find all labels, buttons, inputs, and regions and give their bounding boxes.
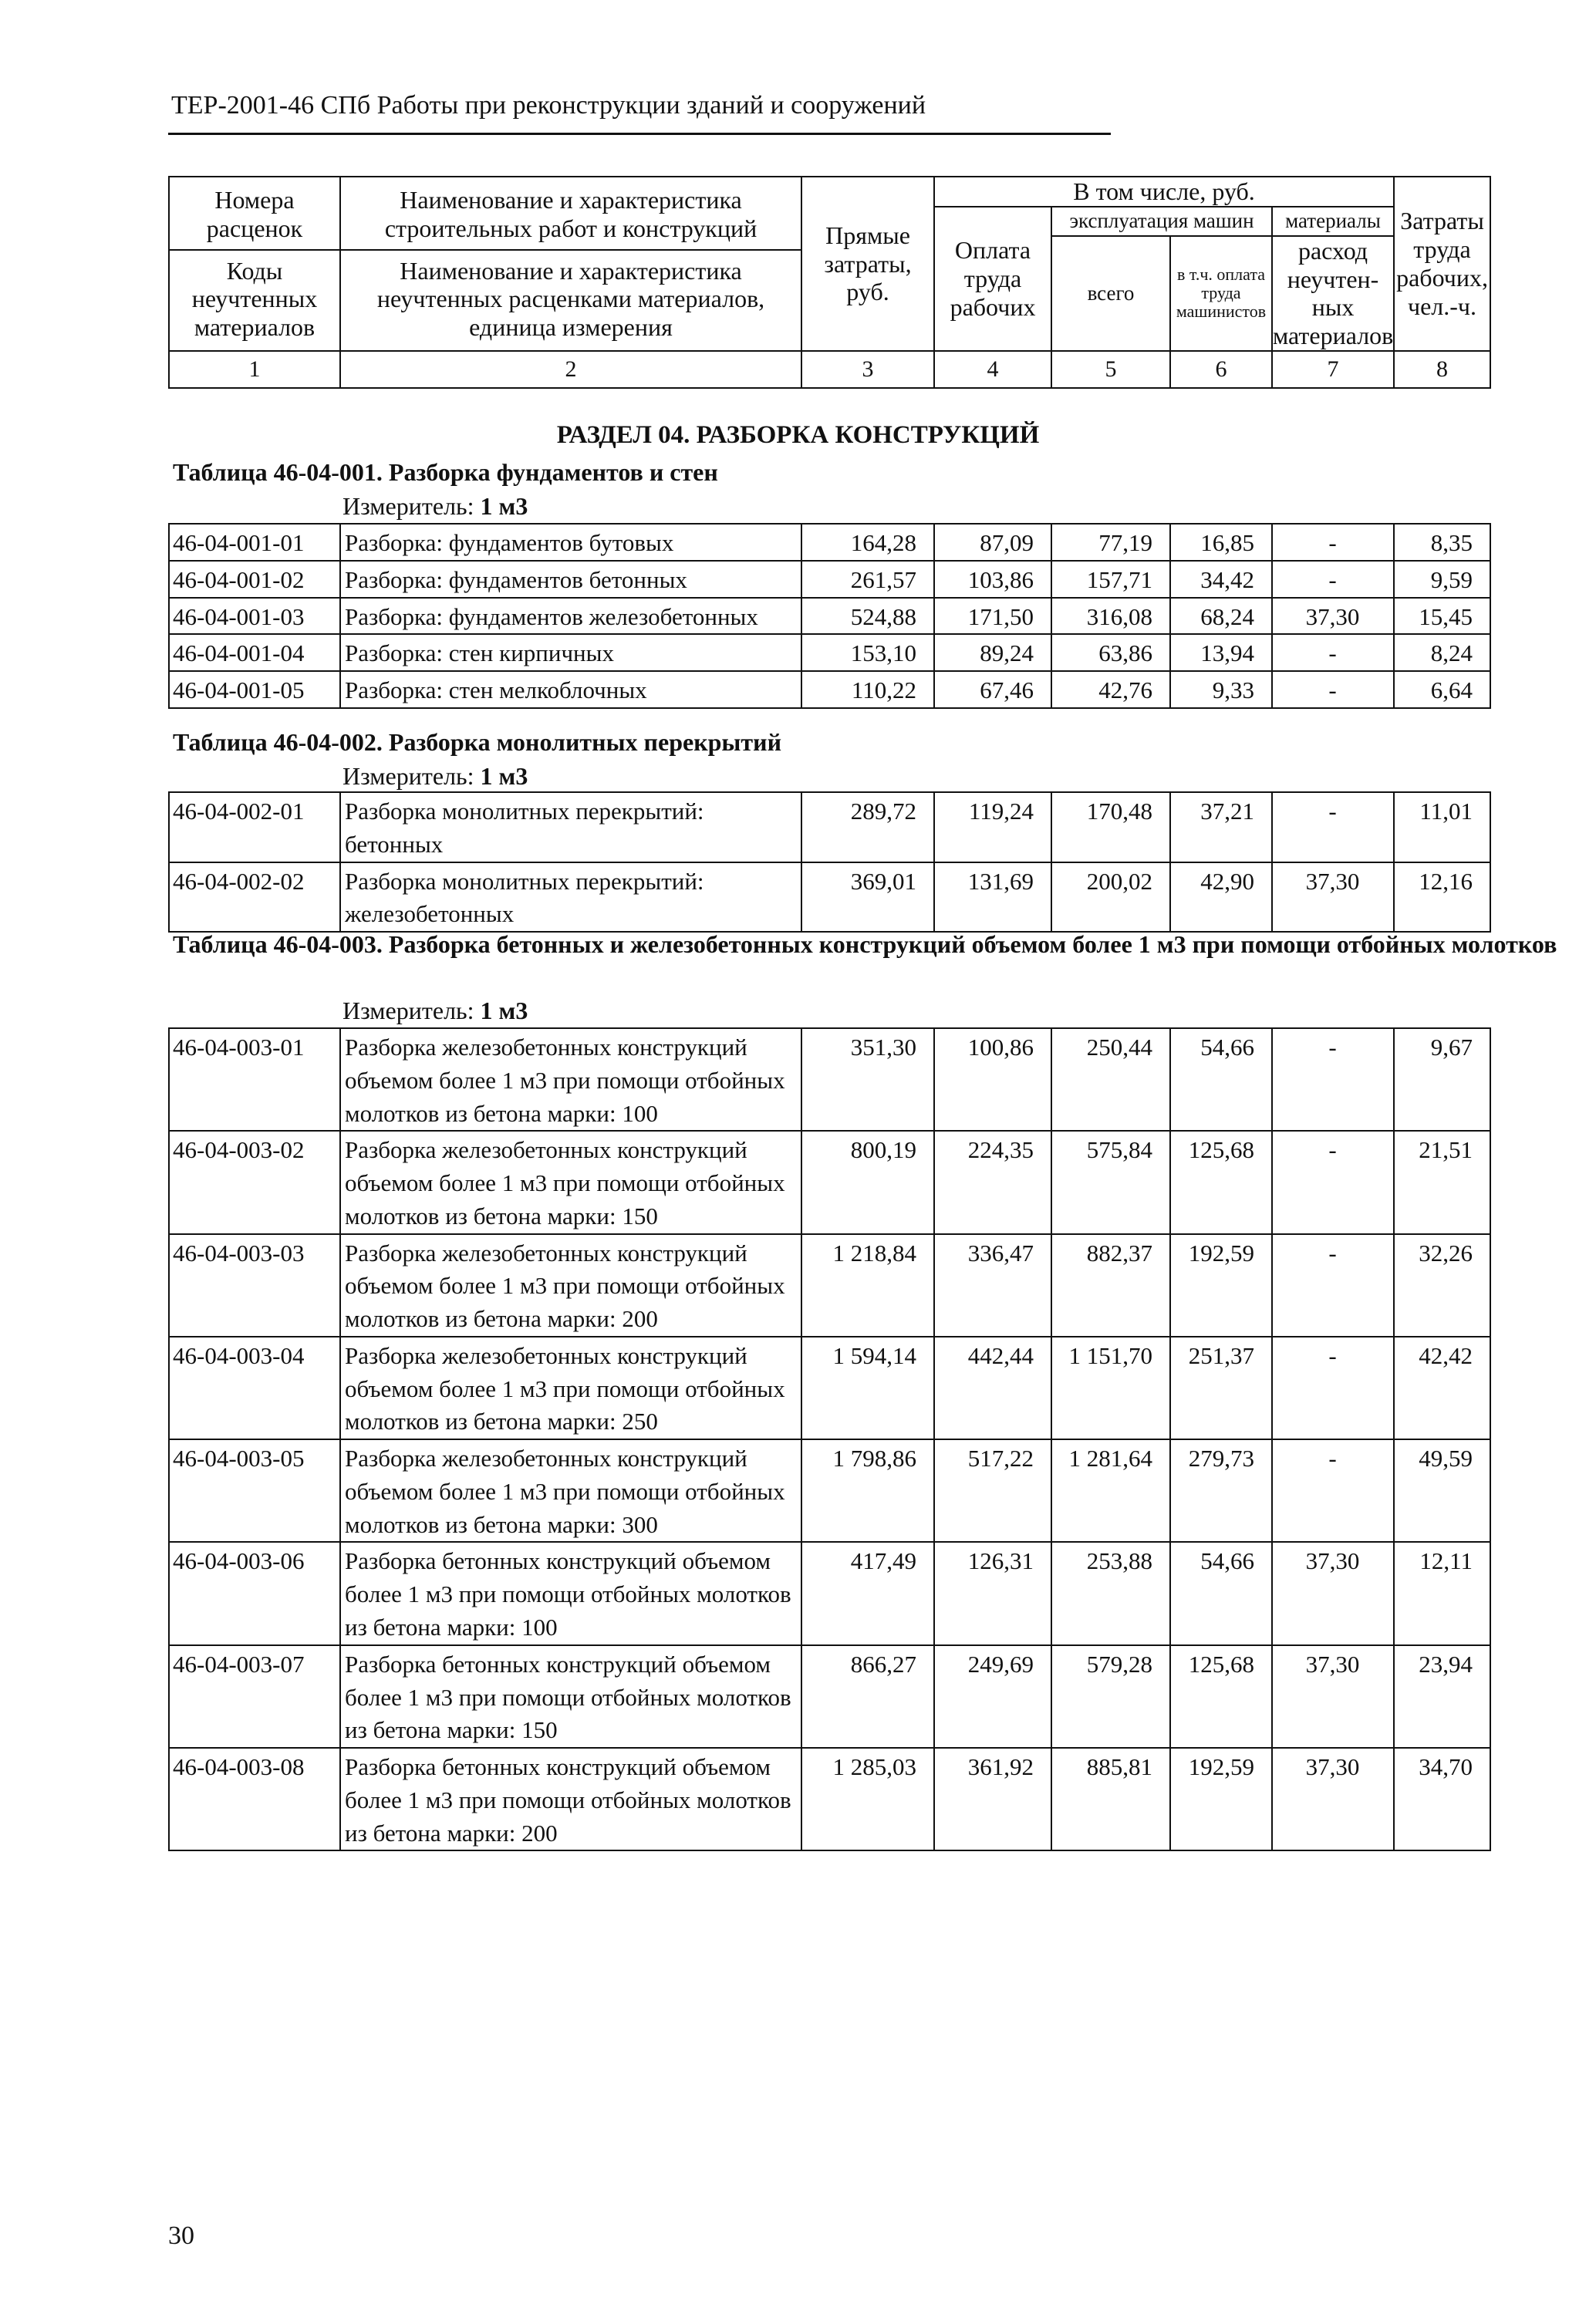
direct-cost: 110,22	[801, 671, 934, 708]
machines-total: 200,02	[1051, 862, 1170, 933]
rate-name: Разборка железобетонных конструкций объемом более 1 м3 при помощи отбойных молотков из бетона марки: 100	[340, 1028, 801, 1131]
col8-header: Затраты труда рабочих, чел.-ч.	[1394, 177, 1490, 351]
rate-name: Разборка монолитных перекрытий: бетонных	[340, 792, 801, 862]
materials-cost: -	[1272, 1131, 1394, 1233]
table-row	[169, 1337, 1490, 1439]
direct-cost: 417,49	[801, 1542, 934, 1644]
machines-total: 579,28	[1051, 1645, 1170, 1748]
rate-code: 46-04-003-01	[169, 1028, 340, 1131]
rate-name: Разборка: стен кирпичных	[340, 634, 801, 671]
machines-total: 42,76	[1051, 671, 1170, 708]
machinist-pay: 279,73	[1170, 1439, 1272, 1542]
labor-pay: 442,44	[934, 1337, 1051, 1439]
machines-total: 157,71	[1051, 561, 1170, 598]
labor-hours: 49,59	[1394, 1439, 1490, 1542]
table-row	[169, 634, 1490, 671]
materials-cost: -	[1272, 1439, 1394, 1542]
labor-hours: 8,35	[1394, 524, 1490, 561]
direct-cost: 289,72	[801, 792, 934, 862]
materials-cost: -	[1272, 561, 1394, 598]
materials-cost: 37,30	[1272, 1645, 1394, 1748]
materials-header: материалы	[1272, 207, 1394, 236]
col3-header: Прямые затраты, руб.	[801, 177, 934, 351]
labor-hours: 15,45	[1394, 598, 1490, 635]
machines-total: 253,88	[1051, 1542, 1170, 1644]
col5-header: всего	[1051, 236, 1170, 351]
materials-cost: -	[1272, 792, 1394, 862]
rate-name: Разборка бетонных конструкций объемом более 1 м3 при помощи отбойных молотков из бетона марки: 150	[340, 1645, 801, 1748]
measure-line: Измеритель: 1 м3	[342, 997, 528, 1024]
col-number: 4	[934, 351, 1051, 388]
direct-cost: 261,57	[801, 561, 934, 598]
labor-hours: 42,42	[1394, 1337, 1490, 1439]
labor-hours: 9,67	[1394, 1028, 1490, 1131]
rate-code: 46-04-001-05	[169, 671, 340, 708]
materials-cost: -	[1272, 1337, 1394, 1439]
machinist-pay: 9,33	[1170, 671, 1272, 708]
labor-pay: 249,69	[934, 1645, 1051, 1748]
table-row	[169, 1234, 1490, 1337]
rates-table-46-04-003	[168, 1027, 1491, 1851]
materials-cost: -	[1272, 634, 1394, 671]
col2-top-header: Наименование и характеристика строительных работ и конструкций	[341, 180, 801, 251]
materials-cost: -	[1272, 671, 1394, 708]
machinist-pay: 192,59	[1170, 1748, 1272, 1850]
machinist-pay: 192,59	[1170, 1234, 1272, 1337]
machinist-pay: 68,24	[1170, 598, 1272, 635]
table-row	[169, 862, 1490, 933]
col1-bottom-header: Коды неучтенных материалов	[191, 256, 318, 342]
materials-cost: 37,30	[1272, 598, 1394, 635]
table-row	[169, 1542, 1490, 1644]
column-header-table	[168, 176, 1491, 389]
direct-cost: 866,27	[801, 1645, 934, 1748]
labor-hours: 12,11	[1394, 1542, 1490, 1644]
rate-name: Разборка железобетонных конструкций объемом более 1 м3 при помощи отбойных молотков из бетона марки: 150	[340, 1131, 801, 1233]
labor-hours: 9,59	[1394, 561, 1490, 598]
direct-cost: 369,01	[801, 862, 934, 933]
section-title: РАЗДЕЛ 04. РАЗБОРКА КОНСТРУКЦИЙ	[556, 421, 1040, 449]
rate-code: 46-04-003-08	[169, 1748, 340, 1850]
machines-total: 882,37	[1051, 1234, 1170, 1337]
labor-hours: 12,16	[1394, 862, 1490, 933]
rate-code: 46-04-001-03	[169, 598, 340, 635]
labor-pay: 89,24	[934, 634, 1051, 671]
col6-header: в т.ч. оплата труда машинистов	[1170, 236, 1272, 351]
rate-code: 46-04-003-04	[169, 1337, 340, 1439]
rate-code: 46-04-003-02	[169, 1131, 340, 1233]
rate-name: Разборка бетонных конструкций объемом более 1 м3 при помощи отбойных молотков из бетона марки: 100	[340, 1542, 801, 1644]
col-number: 8	[1394, 351, 1490, 388]
machinist-pay: 42,90	[1170, 862, 1272, 933]
col2-bottom-header: Наименование и характеристика неучтенных расценками материалов, единица измерения	[376, 256, 765, 342]
labor-hours: 6,64	[1394, 671, 1490, 708]
rate-code: 46-04-002-02	[169, 862, 340, 933]
labor-pay: 100,86	[934, 1028, 1051, 1131]
materials-cost: -	[1272, 524, 1394, 561]
rate-name: Разборка: фундаментов бутовых	[340, 524, 801, 561]
rate-name: Разборка: фундаментов железобетонных	[340, 598, 801, 635]
machinist-pay: 54,66	[1170, 1542, 1272, 1644]
labor-pay: 336,47	[934, 1234, 1051, 1337]
direct-cost: 153,10	[801, 634, 934, 671]
running-header: ТЕР-2001-46 СПб Работы при реконструкции зданий и сооружений	[171, 91, 926, 120]
materials-cost: 37,30	[1272, 1542, 1394, 1644]
table-title: Таблица 46-04-002. Разборка монолитных перекрытий	[173, 728, 781, 756]
machinist-pay: 125,68	[1170, 1645, 1272, 1748]
machines-total: 170,48	[1051, 792, 1170, 862]
rate-code: 46-04-002-01	[169, 792, 340, 862]
labor-pay: 224,35	[934, 1131, 1051, 1233]
table-row	[169, 1748, 1490, 1850]
col-number: 2	[340, 351, 801, 388]
labor-pay: 87,09	[934, 524, 1051, 561]
machinist-pay: 125,68	[1170, 1131, 1272, 1233]
machines-total: 1 281,64	[1051, 1439, 1170, 1542]
rate-code: 46-04-001-01	[169, 524, 340, 561]
direct-cost: 800,19	[801, 1131, 934, 1233]
labor-hours: 23,94	[1394, 1645, 1490, 1748]
table-row	[169, 561, 1490, 598]
col-number: 1	[169, 351, 340, 388]
table-row	[169, 598, 1490, 635]
rate-code: 46-04-001-02	[169, 561, 340, 598]
col7-header: расход неучтен-ных материалов	[1273, 236, 1394, 350]
rate-name: Разборка бетонных конструкций объемом более 1 м3 при помощи отбойных молотков из бетона марки: 200	[340, 1748, 801, 1850]
labor-hours: 34,70	[1394, 1748, 1490, 1850]
table-row	[169, 1131, 1490, 1233]
direct-cost: 1 594,14	[801, 1337, 934, 1439]
direct-cost: 1 285,03	[801, 1748, 934, 1850]
col-number: 3	[801, 351, 934, 388]
labor-pay: 131,69	[934, 862, 1051, 933]
rate-name: Разборка железобетонных конструкций объемом более 1 м3 при помощи отбойных молотков из бетона марки: 250	[340, 1337, 801, 1439]
table-row	[169, 792, 1490, 862]
machines-total: 63,86	[1051, 634, 1170, 671]
labor-pay: 517,22	[934, 1439, 1051, 1542]
direct-cost: 1 218,84	[801, 1234, 934, 1337]
labor-pay: 67,46	[934, 671, 1051, 708]
rate-name: Разборка железобетонных конструкций объемом более 1 м3 при помощи отбойных молотков из бетона марки: 200	[340, 1234, 801, 1337]
machinist-pay: 13,94	[1170, 634, 1272, 671]
materials-cost: -	[1272, 1234, 1394, 1337]
materials-cost: -	[1272, 1028, 1394, 1131]
measure-line: Измеритель: 1 м3	[342, 492, 528, 520]
rate-code: 46-04-003-06	[169, 1542, 340, 1644]
machines-total: 250,44	[1051, 1028, 1170, 1131]
table-row	[169, 671, 1490, 708]
rate-name: Разборка монолитных перекрытий: железобетонных	[340, 862, 801, 933]
machinist-pay: 16,85	[1170, 524, 1272, 561]
rate-name: Разборка: стен мелкоблочных	[340, 671, 801, 708]
page-number: 30	[168, 2221, 194, 2250]
machinist-pay: 37,21	[1170, 792, 1272, 862]
table-row	[169, 1439, 1490, 1542]
labor-pay: 103,86	[934, 561, 1051, 598]
direct-cost: 524,88	[801, 598, 934, 635]
rate-name: Разборка: фундаментов бетонных	[340, 561, 801, 598]
direct-cost: 164,28	[801, 524, 934, 561]
col-number: 7	[1272, 351, 1394, 388]
machinist-pay: 54,66	[1170, 1028, 1272, 1131]
machines-total: 575,84	[1051, 1131, 1170, 1233]
rate-code: 46-04-003-07	[169, 1645, 340, 1748]
table-title: Таблица 46-04-003. Разборка бетонных и железобетонных конструкций объемом более 1 м3 при помощи отбойных молотков	[173, 930, 1557, 958]
table-row	[169, 1645, 1490, 1748]
machines-total: 316,08	[1051, 598, 1170, 635]
labor-hours: 32,26	[1394, 1234, 1490, 1337]
labor-hours: 8,24	[1394, 634, 1490, 671]
rates-table-46-04-001	[168, 523, 1491, 709]
labor-hours: 21,51	[1394, 1131, 1490, 1233]
labor-hours: 11,01	[1394, 792, 1490, 862]
direct-cost: 1 798,86	[801, 1439, 934, 1542]
machines-header: эксплуатация машин	[1051, 207, 1272, 236]
table-row	[169, 1028, 1490, 1131]
col-number: 6	[1170, 351, 1272, 388]
rates-table-46-04-002	[168, 791, 1491, 933]
col-number: 5	[1051, 351, 1170, 388]
labor-pay: 119,24	[934, 792, 1051, 862]
col4-header: Оплата труда рабочих	[934, 207, 1051, 351]
labor-pay: 126,31	[934, 1542, 1051, 1644]
header-rule	[168, 133, 1111, 135]
machines-total: 885,81	[1051, 1748, 1170, 1850]
col1-top-header: Номера расценок	[170, 180, 339, 251]
rate-code: 46-04-003-05	[169, 1439, 340, 1542]
machinist-pay: 251,37	[1170, 1337, 1272, 1439]
direct-cost: 351,30	[801, 1028, 934, 1131]
materials-cost: 37,30	[1272, 1748, 1394, 1850]
table-row	[169, 524, 1490, 561]
rate-code: 46-04-003-03	[169, 1234, 340, 1337]
measure-line: Измеритель: 1 м3	[342, 762, 528, 790]
rate-code: 46-04-001-04	[169, 634, 340, 671]
labor-pay: 171,50	[934, 598, 1051, 635]
table-title: Таблица 46-04-001. Разборка фундаментов и стен	[173, 458, 718, 486]
group-header: В том числе, руб.	[934, 177, 1394, 207]
machines-total: 77,19	[1051, 524, 1170, 561]
labor-pay: 361,92	[934, 1748, 1051, 1850]
materials-cost: 37,30	[1272, 862, 1394, 933]
machinist-pay: 34,42	[1170, 561, 1272, 598]
machines-total: 1 151,70	[1051, 1337, 1170, 1439]
rate-name: Разборка железобетонных конструкций объемом более 1 м3 при помощи отбойных молотков из бетона марки: 300	[340, 1439, 801, 1542]
